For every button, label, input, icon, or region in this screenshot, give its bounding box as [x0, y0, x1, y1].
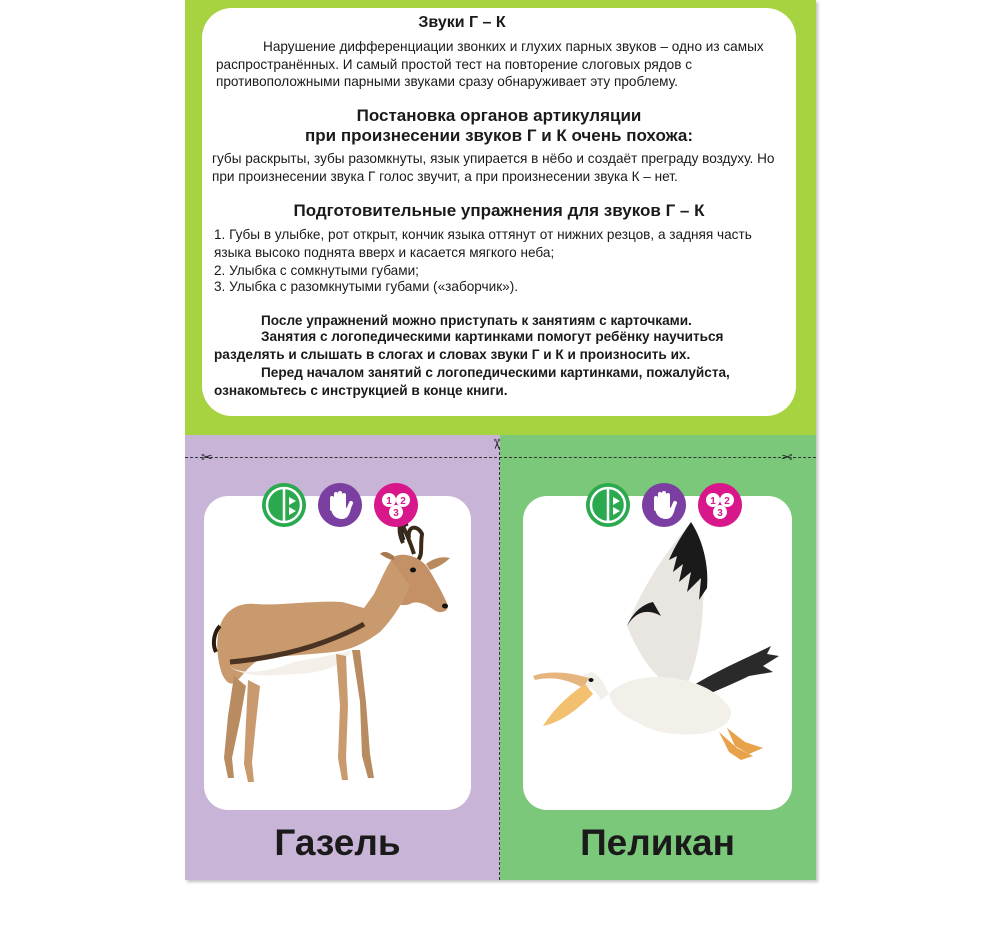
sector-circle-icon[interactable] — [586, 483, 630, 527]
exercises-heading: Подготовительные упражнения для звуков Г – К — [293, 201, 705, 220]
exercise-2: 2. Улыбка с сомкнутыми губами; — [214, 263, 419, 278]
cut-line-vertical — [499, 447, 500, 880]
scissors-icon: ✂ — [781, 449, 793, 465]
articulation-heading-1: Постановка органов артикуляции — [356, 106, 642, 125]
info-panel — [185, 0, 816, 435]
card-pelican[interactable] — [523, 496, 792, 810]
hand-icon[interactable] — [642, 483, 686, 527]
card-pelican-caption: Пеликан — [580, 822, 735, 863]
book-page — [185, 0, 816, 880]
scissors-icon: ✂ — [201, 449, 213, 465]
note-3: Перед началом занятий с логопедическими картинками, пожалуйста, ознакомьтесь с инструкцией в конце книги. — [214, 365, 730, 398]
pelican-image — [523, 496, 792, 810]
svg-text:3: 3 — [393, 508, 399, 519]
intro-paragraph: Нарушение дифференциации звонких и глухих парных звуков – одно из самых распространённых. И самый простой тест на повторение слоговых рядов с противоположными парными звуками сразу обнаруживает эту проблему. — [216, 39, 764, 89]
articulation-text: губы раскрыты, зубы разомкнуты, язык упирается в нёбо и создаёт преграду воздуху. Но при произнесении звука Г голос звучит, а при произнесении звука К – нет. — [212, 151, 775, 184]
card-gazelle-icons — [262, 483, 418, 527]
gazelle-image — [204, 496, 471, 810]
svg-text:1: 1 — [386, 496, 392, 507]
card-gazelle-caption: Газель — [274, 822, 401, 863]
sector-circle-icon[interactable] — [262, 483, 306, 527]
note-1: После упражнений можно приступать к занятиям с карточками. — [261, 313, 692, 328]
note-2: Занятия с логопедическими картинками помогут ребёнку научиться разделять и слышать в слогах и словах звуки Г и К и произносить их. — [214, 329, 724, 362]
svg-text:2: 2 — [400, 496, 406, 507]
scissors-icon: ✂ — [488, 438, 505, 450]
card-pelican-icons — [586, 483, 742, 527]
card-gazelle[interactable] — [204, 496, 471, 810]
info-card — [202, 8, 796, 416]
exercise-1: 1. Губы в улыбке, рот открыт, кончик языка оттянут от нижних резцов, а задняя часть языка высоко поднята вверх и касается мягкого неба; — [214, 227, 752, 260]
hand-icon[interactable] — [318, 483, 362, 527]
info-title: Звуки Г – К — [418, 14, 506, 31]
cut-line-horizontal — [185, 457, 816, 458]
numbers-icon[interactable] — [698, 483, 742, 527]
svg-text:3: 3 — [717, 508, 723, 519]
svg-text:1: 1 — [710, 496, 716, 507]
numbers-icon[interactable] — [374, 483, 418, 527]
articulation-heading-2: при произнесении звуков Г и К очень похожа: — [305, 126, 693, 145]
exercise-3: 3. Улыбка с разомкнутыми губами («заборчик»). — [214, 279, 519, 294]
svg-text:2: 2 — [724, 496, 730, 507]
